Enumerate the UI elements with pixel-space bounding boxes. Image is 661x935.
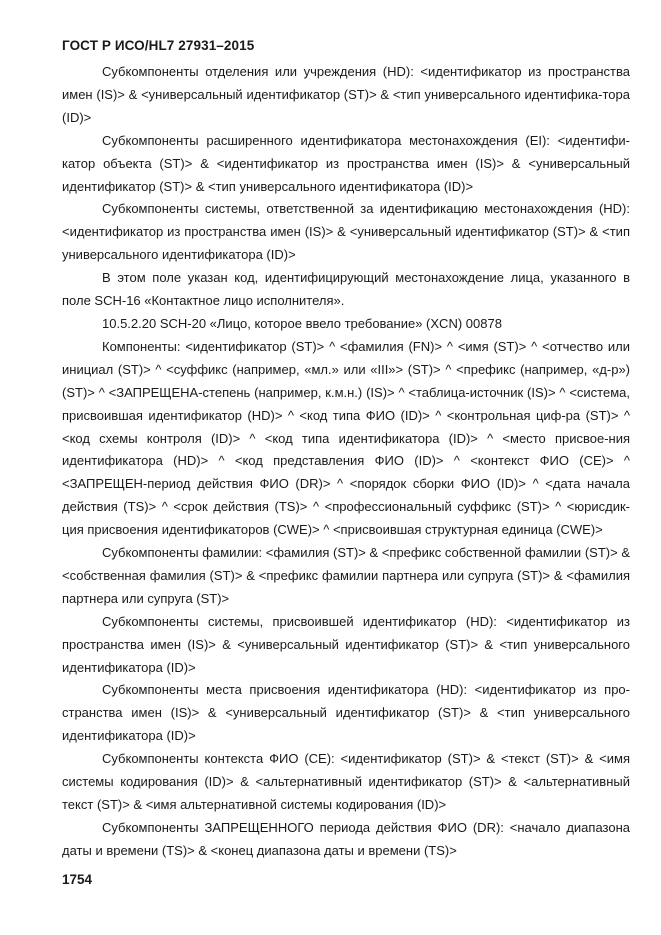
paragraph-field-description: В этом поле указан код, идентифицирующий местонахождение лица, указанного в поле SCH-16 «Контактное лицо исполнителя».: [62, 270, 630, 309]
paragraph-assigning-place-subcomponents: Субкомпоненты места присвоения идентификатора (HD): <идентификатор из про-странства имен (IS)> & <универсальный идентификатор (ST)> & <тип универсального идентификатора (ID)>: [62, 682, 630, 744]
paragraph-surname-subcomponents: Субкомпоненты фамилии: <фамилия (ST)> & <префикс собственной фамилии (ST)> & <собственная фамилия (ST)> & <префикс фамилии партнера или супруга (ST)> & <фамилия партнера или супруга (ST)>: [62, 545, 630, 606]
paragraph-hd-subcomponents: Субкомпоненты отделения или учреждения (HD): <идентификатор из пространства имен (IS)> & <универсальный идентификатор (ST)> & <тип универсального идентифика-тора (ID)>: [62, 64, 630, 125]
paragraph-name-context-subcomponents: Субкомпоненты контекста ФИО (CE): <идентификатор (ST)> & <текст (ST)> & <имя системы кодирования (ID)> & <альтернативный идентификатор (ST)> & <альтернативный текст (ST)> & <имя альтернативной системы кодирования (ID)>: [62, 751, 630, 812]
page-number: 1754: [62, 872, 93, 887]
section-heading: 10.5.2.20 SCH-20 «Лицо, которое ввело требование» (XCN) 00878: [102, 315, 502, 331]
document-body: [62, 61, 630, 863]
paragraph-system-subcomponents: Субкомпоненты системы, ответственной за идентификацию местонахождения (HD): <идентификатор из пространства имен (IS)> & <универсальный идентификатор (ST)> & <тип универсального идентификатора (ID)>: [62, 201, 630, 263]
paragraph-components: Компоненты: <идентификатор (ST)> ^ <фамилия (FN)> ^ <имя (ST)> ^ <отчество или инициал (ST)> ^ <суффикс (например, «мл.» или «III»> (ST)> ^ <префикс (например, «д-р») (ST)> ^ <ЗАПРЕЩЕНА-степень (например, к.м.н.) (IS)> ^ <таблица-источник (IS)> ^ <система, присвоившая идентификатор (HD)> ^ <код типа ФИО (ID)> ^ <контрольная циф-ра (ST)> ^ <код схемы контроля (ID)> ^ <код типа идентификатора (ID)> ^ <место присвое-ния идентификатора (HD)> ^ <код представления ФИО (ID)> ^ <контекст ФИО (CE)> ^ <ЗАПРЕЩЕН-период действия ФИО (DR)> ^ <порядок сборки ФИО (ID)> ^ <дата начала действия (TS)> ^ <срок действия (TS)> ^ <профессиональный суффикс (ST)> ^ <юрисдик-ция присвоения идентификаторов (CWE)> ^ <присвоившая структурная единица (CWE)>: [62, 338, 630, 538]
paragraph-assigning-system-subcomponents: Субкомпоненты системы, присвоившей идентификатор (HD): <идентификатор из пространства имен (IS)> & <универсальный идентификатор (ST)> & <тип универсального идентификатора (ID)>: [62, 613, 630, 675]
paragraph-validity-range-subcomponents: Субкомпоненты ЗАПРЕЩЕННОГО периода действия ФИО (DR): <начало диапазона даты и времени (TS)> & <конец диапазона даты и времени (TS)>: [62, 819, 630, 858]
paragraph-ei-subcomponents: Субкомпоненты расширенного идентификатора местонахождения (EI): <идентифи-катор объекта (ST)> & <идентификатор из пространства имен (IS)> & <универсальный идентификатор (ST)> & <тип универсального идентификатора (ID)>: [62, 132, 630, 194]
page-header: ГОСТ Р ИСО/HL7 27931–2015: [62, 38, 255, 53]
